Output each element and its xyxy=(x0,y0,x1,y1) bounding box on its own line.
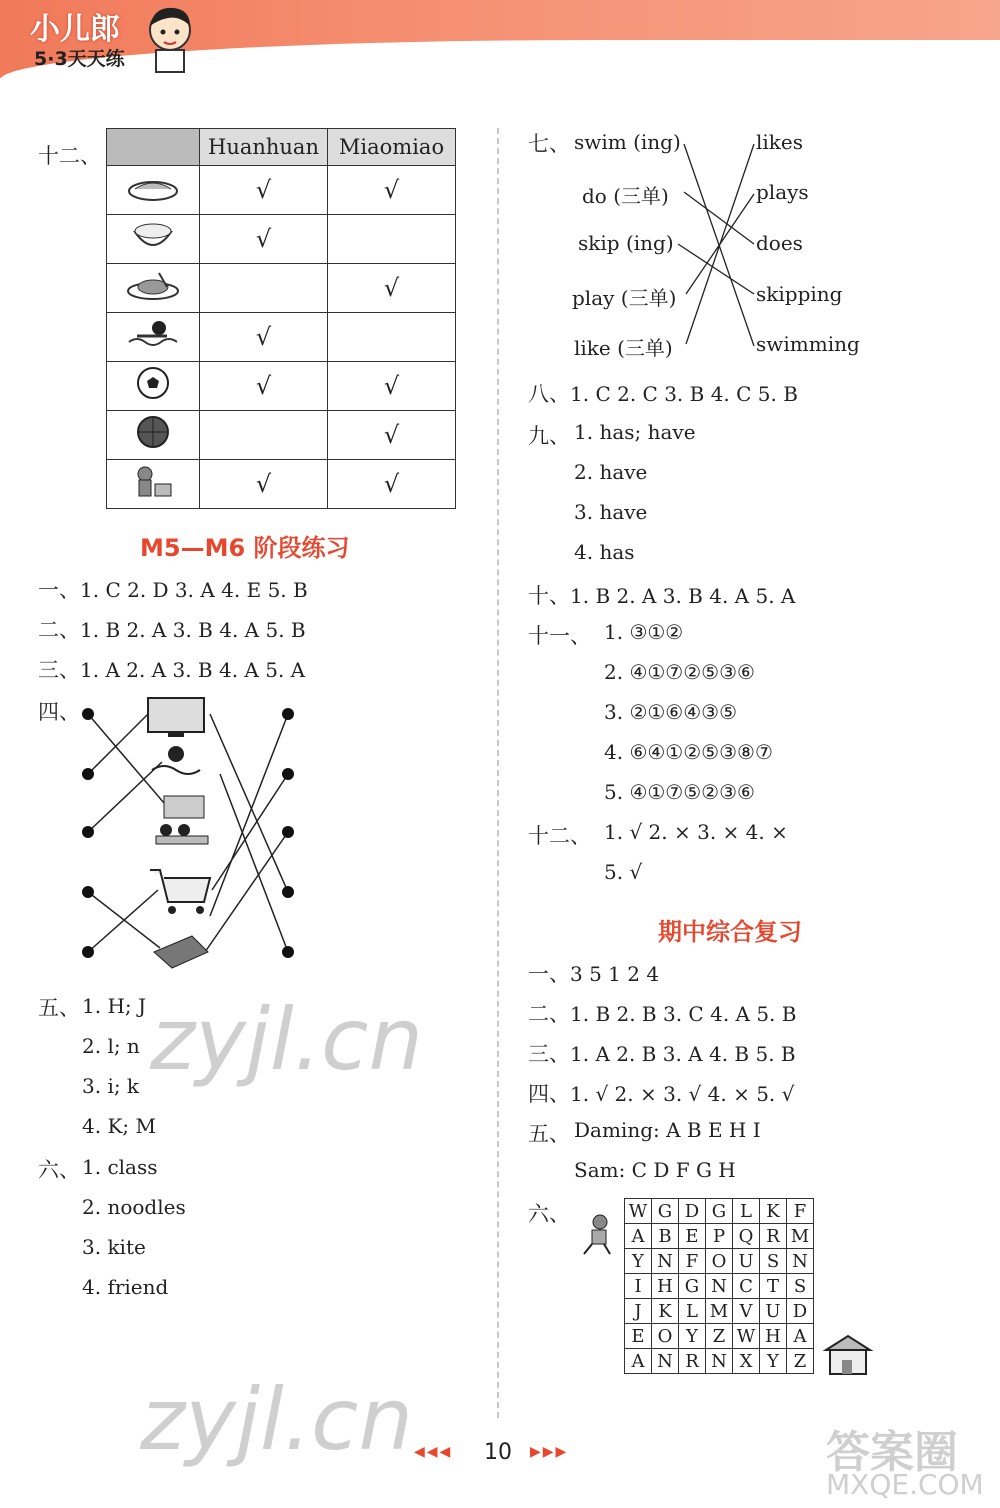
table-corner xyxy=(107,129,200,166)
grid-cell: N xyxy=(652,1349,679,1374)
grid-cell: A xyxy=(625,1349,652,1374)
matching-diagram xyxy=(80,690,310,970)
grid-cell: W xyxy=(733,1324,760,1349)
rice-bowl-icon xyxy=(107,215,200,264)
answer-line: 1. class xyxy=(82,1155,158,1179)
meat-plate-icon xyxy=(107,264,200,313)
grid-cell: O xyxy=(706,1249,733,1274)
grid-cell: Y xyxy=(760,1349,787,1374)
table-cell: √ xyxy=(200,362,328,411)
answer-line: 3. kite xyxy=(82,1235,146,1259)
grid-cell: A xyxy=(787,1324,814,1349)
grid-cell: V xyxy=(733,1299,760,1324)
grid-cell: E xyxy=(679,1224,706,1249)
grid-cell: T xyxy=(760,1274,787,1299)
q11-label: 十一、 xyxy=(528,624,591,648)
house-icon xyxy=(816,1332,880,1378)
table-row xyxy=(107,215,456,264)
grid-cell: R xyxy=(679,1349,706,1374)
match-left-item: like (三单) xyxy=(574,336,673,360)
brand-logo: 小儿郎 xyxy=(30,12,120,47)
section-title-midterm: 期中综合复习 xyxy=(658,918,802,946)
grid-cell: Z xyxy=(706,1324,733,1349)
answer-line: 3. ②①⑥④③⑤ xyxy=(604,700,738,724)
football-icon xyxy=(107,362,200,411)
swimming-icon xyxy=(107,313,200,362)
grid-cell: H xyxy=(760,1324,787,1349)
answer-line: 2. ④①⑦②⑤③⑥ xyxy=(604,660,755,684)
table-cell: √ xyxy=(328,460,456,509)
table-header-row xyxy=(107,129,456,166)
answer-line: 1. ③①② xyxy=(604,620,684,644)
q6-label: 六、 xyxy=(38,1158,80,1182)
answer-line: 八、1. C 2. C 3. B 4. C 5. B xyxy=(528,382,798,406)
grid-cell: K xyxy=(652,1299,679,1324)
grid-cell: K xyxy=(760,1199,787,1224)
table-row xyxy=(107,460,456,509)
tv-icon xyxy=(148,698,204,737)
grid-cell: N xyxy=(787,1249,814,1274)
grid-cell: F xyxy=(679,1249,706,1274)
q7-label: 七、 xyxy=(528,132,570,156)
match-right-item: skipping xyxy=(756,282,843,306)
table-cell xyxy=(328,215,456,264)
grid-cell: D xyxy=(679,1199,706,1224)
grid-cell: E xyxy=(625,1324,652,1349)
grid-cell: O xyxy=(652,1324,679,1349)
grid-row xyxy=(625,1199,814,1224)
word-match-lines xyxy=(660,130,770,360)
grid-cell: L xyxy=(733,1199,760,1224)
grid-cell: I xyxy=(625,1274,652,1299)
grid-cell: Q xyxy=(733,1224,760,1249)
q9-label: 九、 xyxy=(528,424,570,448)
table-cell xyxy=(200,264,328,313)
q5-label: 五、 xyxy=(38,996,80,1020)
section-title-m5-m6: M5—M6 阶段练习 xyxy=(140,534,350,562)
grid-cell: S xyxy=(760,1249,787,1274)
food-sports-table xyxy=(106,128,456,509)
grid-cell: G xyxy=(652,1199,679,1224)
table-cell: √ xyxy=(200,313,328,362)
answer-line: 4. ⑥④①②⑤③⑧⑦ xyxy=(604,740,773,764)
grid-cell: Y xyxy=(625,1249,652,1274)
answer-line: 一、1. C 2. D 3. A 4. E 5. B xyxy=(38,578,308,602)
word-maze-grid xyxy=(624,1198,814,1374)
answer-line: 三、1. A 2. A 3. B 4. A 5. A xyxy=(38,658,306,682)
table-cell: √ xyxy=(328,264,456,313)
watermark: zyjl.cn xyxy=(150,990,423,1090)
table-header-cell: Miaomiao xyxy=(328,129,456,166)
match-right-item: does xyxy=(756,231,803,255)
answer-line: 4. K; M xyxy=(82,1114,156,1138)
answer-line: 2. have xyxy=(574,460,648,484)
answer-line: 1. √ 2. × 3. × 4. × xyxy=(604,820,788,844)
table-cell: √ xyxy=(328,411,456,460)
boy-walking-icon xyxy=(574,1212,620,1258)
table-row xyxy=(107,166,456,215)
table-cell: √ xyxy=(200,166,328,215)
grid-cell: M xyxy=(787,1224,814,1249)
watermark: zyjl.cn xyxy=(140,1370,413,1470)
grid-cell: Z xyxy=(787,1349,814,1374)
shopping-cart-icon xyxy=(150,870,210,914)
next-arrows-icon: ▶▶▶ xyxy=(530,1444,569,1460)
grid-cell: N xyxy=(652,1249,679,1274)
table-cell xyxy=(200,411,328,460)
match-right-item: swimming xyxy=(756,332,860,356)
answer-line: 三、1. A 2. B 3. A 4. B 5. B xyxy=(528,1042,796,1066)
q12-label: 十二、 xyxy=(38,144,101,168)
table-row xyxy=(107,313,456,362)
q5-label: 五、 xyxy=(528,1122,570,1146)
match-left-item: swim (ing) xyxy=(574,130,681,154)
watermark: 答案圈 xyxy=(826,1427,958,1478)
grid-cell: N xyxy=(706,1349,733,1374)
grid-cell: C xyxy=(733,1274,760,1299)
grid-row xyxy=(625,1249,814,1274)
swimming-kid-icon xyxy=(152,746,200,774)
answer-line: 1. H; J xyxy=(82,994,146,1018)
grid-row xyxy=(625,1349,814,1374)
answer-line: Sam: C D F G H xyxy=(574,1158,736,1182)
answer-line: 二、1. B 2. B 3. C 4. A 5. B xyxy=(528,1002,797,1026)
grid-cell: S xyxy=(787,1274,814,1299)
grid-cell: A xyxy=(625,1224,652,1249)
classroom-icon xyxy=(156,796,208,844)
grid-cell: N xyxy=(706,1274,733,1299)
answer-line: 2. noodles xyxy=(82,1195,186,1219)
answer-line: Daming: A B E H I xyxy=(574,1118,761,1142)
answer-line: 4. has xyxy=(574,540,635,564)
grid-cell: R xyxy=(760,1224,787,1249)
grid-cell: U xyxy=(760,1299,787,1324)
watermark: MXQE.COM xyxy=(826,1468,984,1501)
grid-cell: Y xyxy=(679,1324,706,1349)
match-left-item: skip (ing) xyxy=(578,231,674,255)
grid-row xyxy=(625,1224,814,1249)
grid-cell: W xyxy=(625,1199,652,1224)
chess-icon xyxy=(107,460,200,509)
answer-line: 四、1. √ 2. × 3. √ 4. × 5. √ xyxy=(528,1082,795,1106)
q6-label: 六、 xyxy=(528,1202,570,1226)
page-number: 10 xyxy=(484,1440,512,1465)
table-row xyxy=(107,264,456,313)
match-right-item: likes xyxy=(756,130,804,154)
grid-cell: G xyxy=(706,1199,733,1224)
grid-cell: J xyxy=(625,1299,652,1324)
grid-cell: U xyxy=(733,1249,760,1274)
table-row xyxy=(107,362,456,411)
grid-row xyxy=(625,1324,814,1349)
answer-line: 十、1. B 2. A 3. B 4. A 5. A xyxy=(528,584,796,608)
grid-cell: G xyxy=(679,1274,706,1299)
prev-arrows-icon: ◀◀◀ xyxy=(414,1444,453,1460)
grid-cell: P xyxy=(706,1224,733,1249)
grid-cell: X xyxy=(733,1349,760,1374)
grid-row xyxy=(625,1274,814,1299)
q12-label: 十二、 xyxy=(528,824,591,848)
book-icon xyxy=(154,936,208,968)
answer-line: 3. i; k xyxy=(82,1074,140,1098)
basketball-icon xyxy=(107,411,200,460)
match-left-item: play (三单) xyxy=(572,286,677,310)
grid-row xyxy=(625,1299,814,1324)
table-cell xyxy=(328,313,456,362)
match-right-item: plays xyxy=(756,180,809,204)
answer-line: 4. friend xyxy=(82,1275,169,1299)
grid-cell: M xyxy=(706,1299,733,1324)
table-cell: √ xyxy=(328,166,456,215)
table-cell: √ xyxy=(200,215,328,264)
noodles-bowl-icon xyxy=(107,166,200,215)
grid-cell: D xyxy=(787,1299,814,1324)
table-row xyxy=(107,411,456,460)
grid-cell: B xyxy=(652,1224,679,1249)
boy-mascot-icon xyxy=(140,2,200,74)
answer-line: 5. ④①⑦⑤②③⑥ xyxy=(604,780,755,804)
grid-cell: H xyxy=(652,1274,679,1299)
table-header-cell: Huanhuan xyxy=(200,129,328,166)
q4-label: 四、 xyxy=(38,700,80,724)
match-left-item: do (三单) xyxy=(582,184,669,208)
table-cell: √ xyxy=(328,362,456,411)
answer-line: 二、1. B 2. A 3. B 4. A 5. B xyxy=(38,618,306,642)
answer-line: 3. have xyxy=(574,500,648,524)
answer-line: 1. has; have xyxy=(574,420,696,444)
grid-cell: L xyxy=(679,1299,706,1324)
table-cell: √ xyxy=(200,460,328,509)
answer-line: 5. √ xyxy=(604,860,643,884)
answer-line: 一、3 5 1 2 4 xyxy=(528,962,660,986)
series-title: 5·3天天练 xyxy=(34,48,125,70)
answer-line: 2. l; n xyxy=(82,1034,140,1058)
column-divider xyxy=(497,128,499,1418)
grid-cell: F xyxy=(787,1199,814,1224)
